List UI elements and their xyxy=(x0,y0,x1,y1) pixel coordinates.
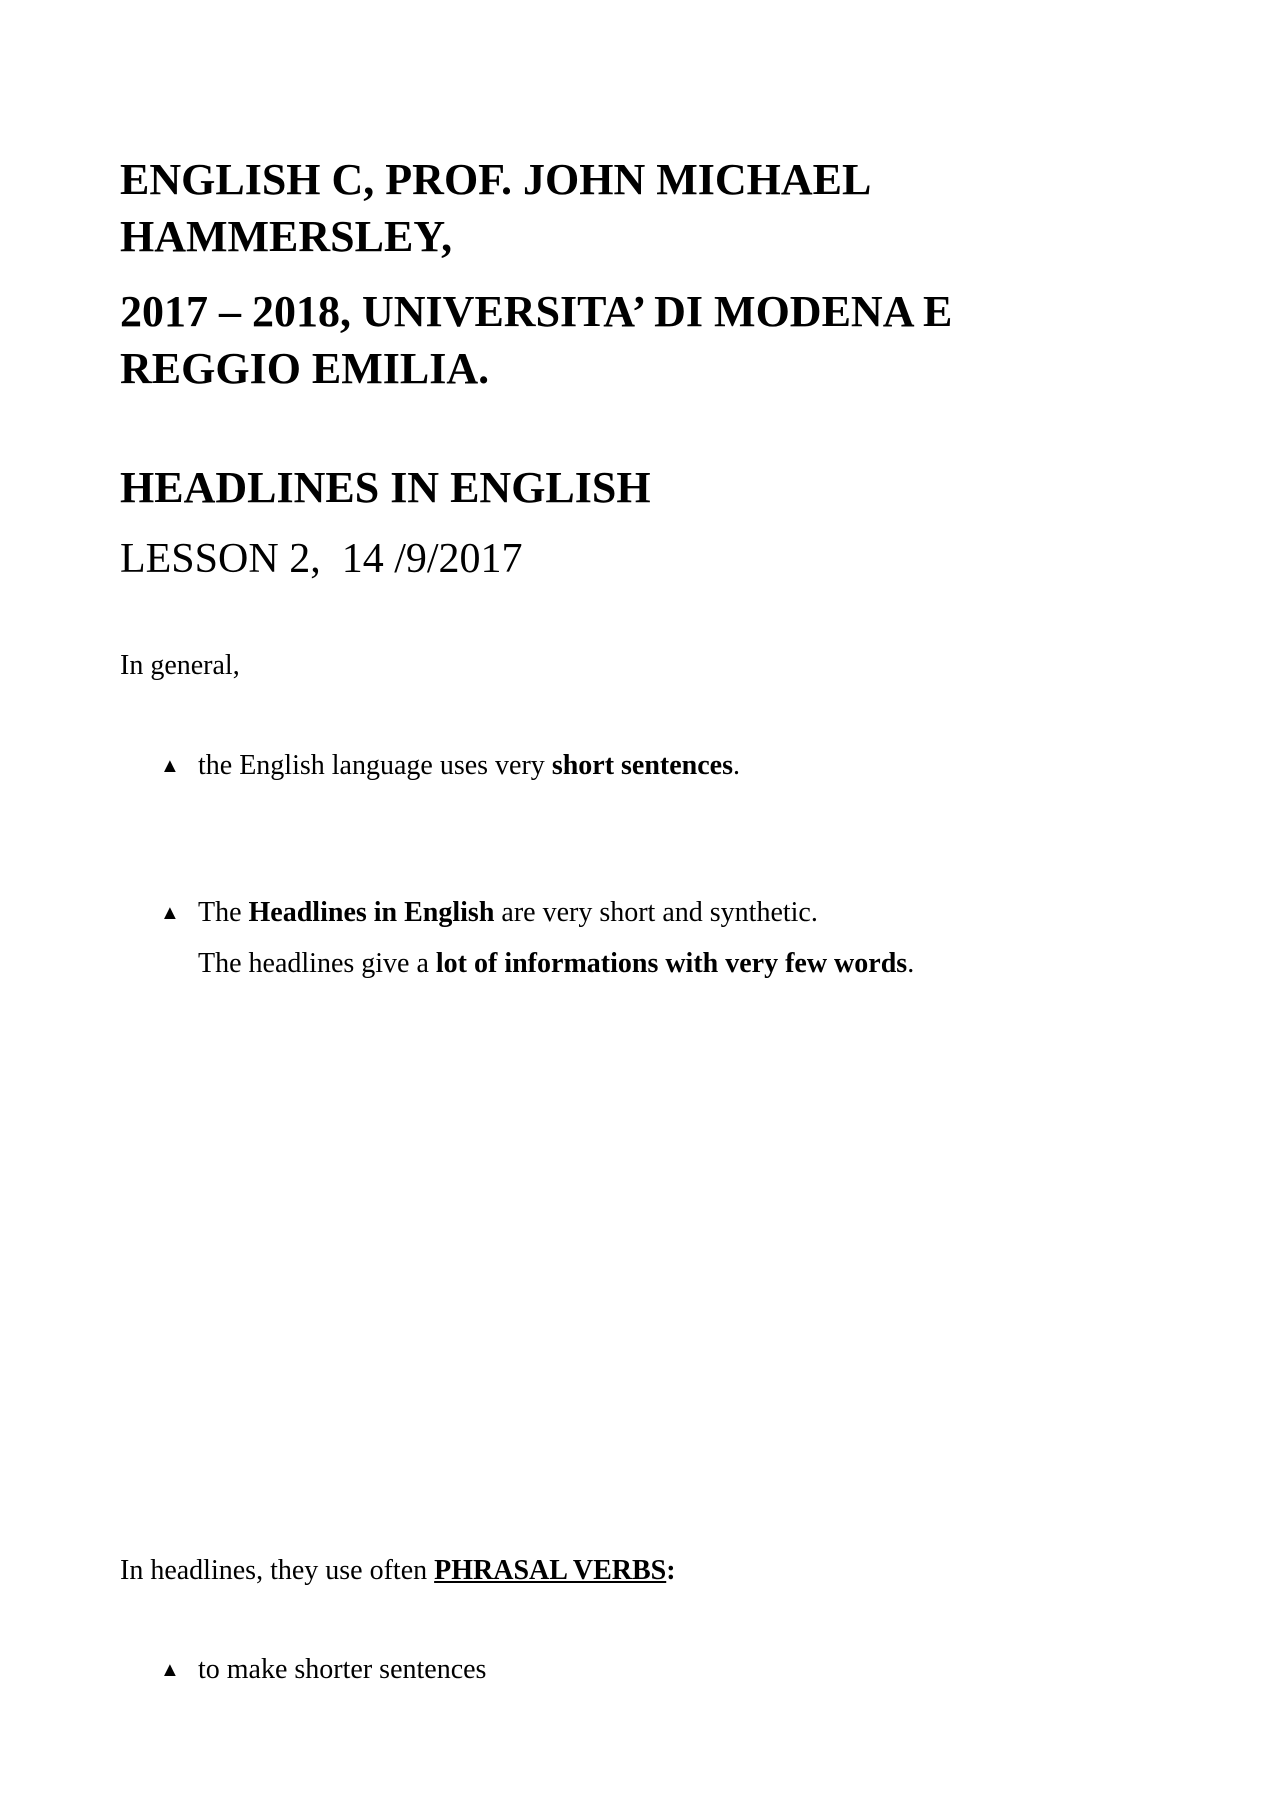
emphasis: short sentences xyxy=(551,750,734,781)
list-item-continuation: The headlines give a lot of informations with very few words. xyxy=(198,948,915,979)
triangle-bullet-icon: ▲ xyxy=(160,902,180,924)
list-item xyxy=(160,748,741,892)
emphasis: lot of informations with very few words xyxy=(435,948,908,979)
triangle-bullet-icon: ▲ xyxy=(160,755,180,777)
section-title: HEADLINES IN ENGLISH xyxy=(120,463,651,512)
lesson-date: LESSON 2, 14 /9/2017 xyxy=(120,536,523,582)
title-line-1: ENGLISH C, PROF. JOHN MICHAEL HAMMERSLEY, xyxy=(120,155,869,261)
list-item-text: the English language uses very short sentences. xyxy=(198,750,741,781)
emphasis: Headlines in English xyxy=(248,897,495,928)
list-item xyxy=(160,1652,487,1796)
triangle-bullet-icon: ▲ xyxy=(160,1659,180,1681)
emphasis: PHRASAL VERBS: xyxy=(434,1555,676,1586)
phrasal-verbs-paragraph: In headlines, they use often PHRASAL VERBS: xyxy=(120,1555,676,1586)
underlined-term: PHRASAL VERBS xyxy=(434,1555,667,1586)
list-item-text: to make shorter sentences xyxy=(198,1654,487,1685)
list-item-text: The Headlines in English are very short and synthetic. xyxy=(198,897,818,928)
title-line-2: 2017 – 2018, UNIVERSITA’ DI MODENA E REGGIO EMILIA. xyxy=(120,287,953,393)
intro-text: In general, xyxy=(120,650,240,681)
